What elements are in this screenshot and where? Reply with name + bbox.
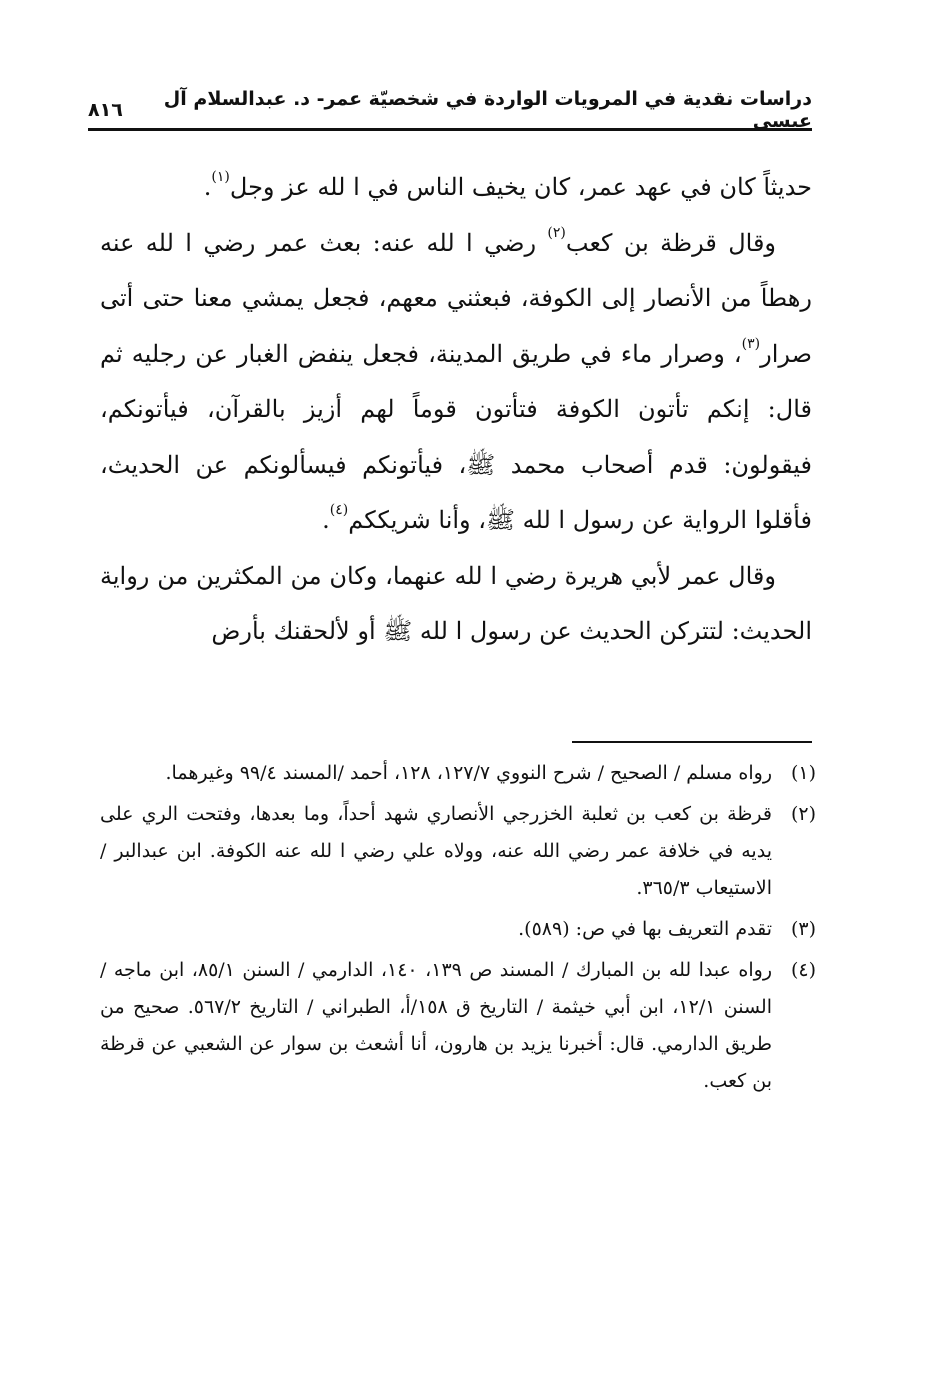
header-rule — [88, 128, 812, 131]
paragraph-3-text: وقال عمر لأبي هريرة رضي ا لله عنهما، وكان من المكثرين من رواية الحديث: لتتركن الحديث عن رسول ا لله ﷺ أو لألحقنك بأرض — [100, 561, 812, 645]
footnote-number: (٢) — [790, 803, 816, 825]
header-title: دراسات نقدية في المرويات الواردة في شخصيّة عمر- د. عبدالسلام آل عيسى — [163, 88, 812, 132]
page-number: ٨١٦ — [88, 99, 123, 121]
footnote-text: رواه مسلم / الصحيح / شرح النووي ١٢٧/٧، ١٢٨، أحمد /المسند ٩٩/٤ وغيرهما. — [165, 762, 772, 784]
footnotes — [100, 755, 816, 1104]
paragraph-3 — [100, 549, 812, 660]
paragraph-1-end: . — [203, 173, 212, 201]
footnote-1 — [100, 755, 816, 792]
footnote-text: تقدم التعريف بها في ص: (٥٨٩). — [518, 918, 772, 940]
footnote-ref-4[interactable]: (٤) — [329, 502, 349, 518]
running-header — [88, 88, 812, 132]
paragraph-1 — [100, 160, 812, 216]
footnote-ref-3[interactable]: (٣) — [741, 335, 761, 352]
footnote-4 — [100, 952, 816, 1100]
footnote-number: (١) — [790, 762, 816, 784]
paragraph-1-text: حديثاً كان في عهد عمر، كان يخيف الناس في ا لله عز وجل — [229, 173, 812, 201]
paragraph-2-text-b: رضي ا لله عنه: بعث عمر رضي ا لله عنه رهطاً من الأنصار إلى الكوفة، فبعثني معهم، فجعل يمشي معنا حتى أتى صرار — [100, 228, 812, 368]
paragraph-2-text-a: وقال قرظة بن كعب — [565, 228, 777, 257]
paragraph-2-end: . — [322, 506, 330, 534]
footnote-3 — [100, 911, 816, 948]
footnote-2 — [100, 796, 816, 907]
paragraph-2-text-c: ، وصرار ماء في طريق المدينة، فجعل ينفض الغبار عن رجليه ثم قال: إنكم تأتون الكوفة فتأتون قوماً لهم أزيز بالقرآن، فيأتونكم، فيقولون: قدم أصحاب محمد ﷺ، فيأتونكم فيسألونكم عن الحديث، فأقلوا الرواية عن رسول ا لله ﷺ، وأنا شريككم — [100, 339, 812, 534]
footnote-text: رواه عبدا لله بن المبارك / المسند ص ١٣٩، ١٤٠، الدارمي / السنن ٨٥/١، ابن ماجه / السنن ١٢/١، ابن أبي خيثمة / التاريخ ق ١٥٨/أ، الطبراني / التاريخ ٥٦٧/٢. صحيح من طريق الدارمي. قال: أخبرنا يزيد بن هارون، أنا أشعث بن سوار عن الشعبي عن قرظة بن كعب. — [100, 959, 773, 1092]
footnote-text: قرظة بن كعب بن ثعلبة الخزرجي الأنصاري شهد أحداً، وما بعدها، وفتحت الري على يديه في خلافة عمر رضي الله عنه، وولاه علي رضي ا لله عنه الكوفة. ابن عبدالبر / الاستيعاب ٣٦٥/٣. — [100, 803, 772, 899]
paragraph-2 — [100, 216, 812, 549]
footnote-ref-1[interactable]: (١) — [211, 169, 230, 185]
footnote-rule — [572, 741, 812, 743]
footnote-number: (٤) — [790, 959, 816, 981]
main-text — [100, 160, 812, 660]
footnote-number: (٣) — [790, 918, 816, 940]
footnote-ref-2[interactable]: (٢) — [547, 224, 566, 241]
